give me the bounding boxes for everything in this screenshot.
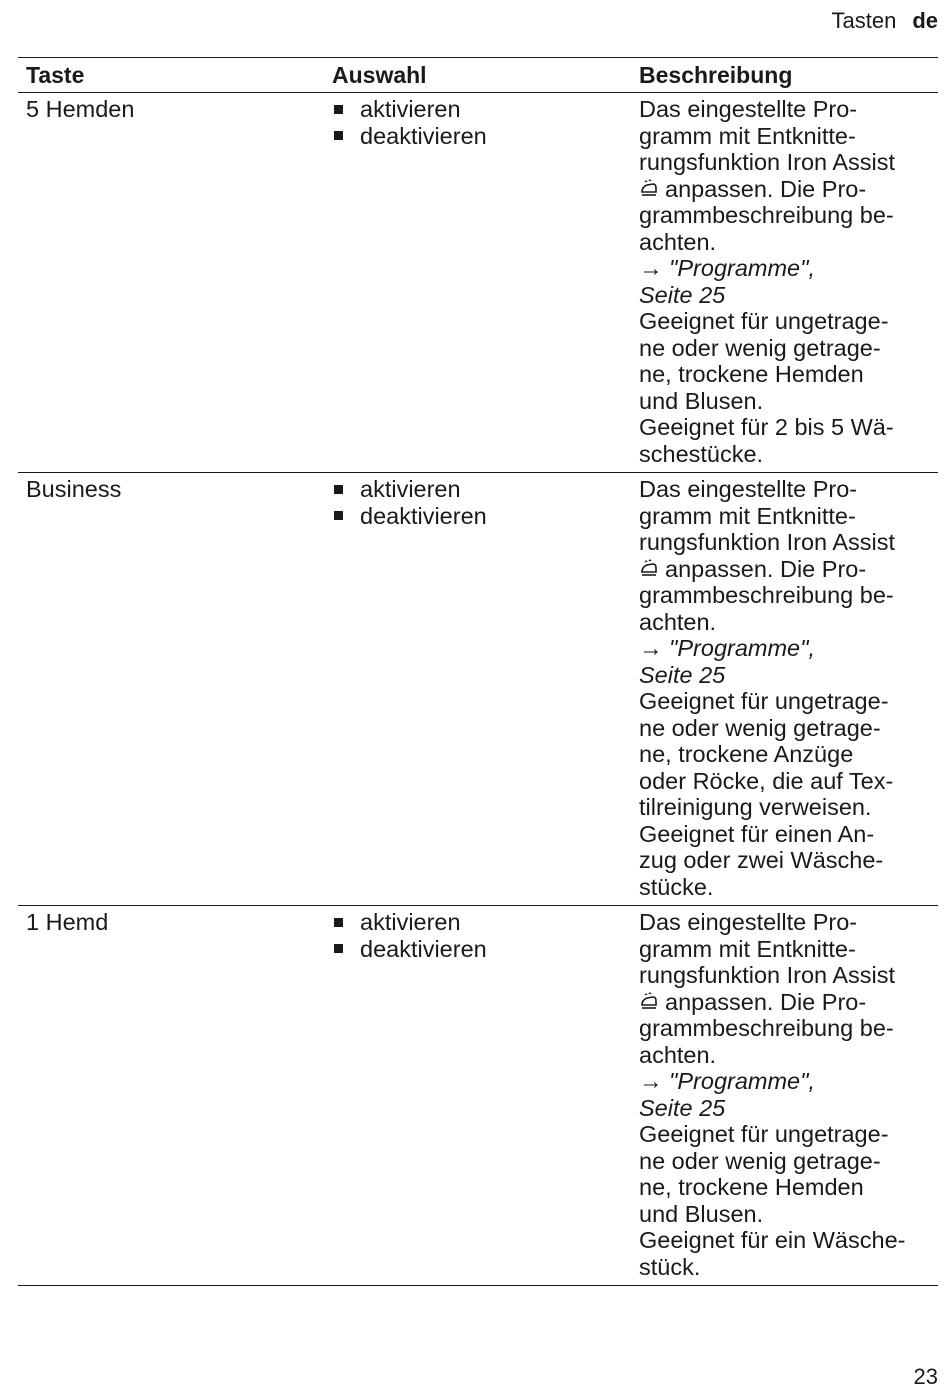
- page-reference-link[interactable]: Seite 25: [639, 281, 726, 308]
- description-line: Geeignet für einen An-: [639, 820, 875, 847]
- description-line: ne oder wenig getrage-: [639, 1147, 881, 1174]
- description-line: ne, trockene Hemden: [639, 361, 864, 387]
- bullet-icon: [334, 918, 343, 927]
- option-item: [332, 936, 632, 963]
- iron-assist-icon: [639, 992, 659, 1012]
- column-header-beschreibung: Beschreibung: [639, 61, 793, 88]
- bullet-icon: [334, 131, 343, 140]
- description-line: rungsfunktion Iron Assist: [639, 962, 896, 988]
- option-item: [332, 96, 632, 123]
- description-line: grammbeschreibung be-: [639, 1015, 894, 1041]
- description-line: Geeignet für 2 bis 5 Wä-: [639, 414, 894, 440]
- description-line: ne oder wenig getrage-: [639, 334, 881, 361]
- description-line: ne, trockene Anzüge: [639, 741, 854, 767]
- description-line: achten.: [639, 608, 717, 635]
- description-line: oder Röcke, die auf Tex-: [639, 767, 894, 794]
- description-line: und Blusen.: [639, 387, 764, 414]
- description-line: gramm mit Entknitte-: [639, 502, 856, 529]
- description-line: rungsfunktion Iron Assist: [639, 149, 896, 175]
- description-cell: [632, 93, 938, 472]
- iron-assist-icon: [639, 179, 659, 199]
- description-line: Das eingestellte Pro-: [639, 96, 858, 122]
- option-item: [332, 123, 632, 150]
- taste-cell: Business: [26, 476, 122, 502]
- description-line: Geeignet für ungetrage-: [639, 1121, 889, 1147]
- table-row: [18, 93, 938, 473]
- column-header-auswahl: Auswahl: [332, 61, 427, 88]
- description-line: gramm mit Entknitte-: [639, 935, 856, 962]
- description-line: anpassen. Die Pro-: [639, 989, 938, 1016]
- description-line: anpassen. Die Pro-: [639, 556, 938, 583]
- option-label: deaktivieren: [360, 122, 487, 149]
- description-line: Geeignet für ungetrage-: [639, 688, 889, 714]
- description-line: Das eingestellte Pro-: [639, 476, 858, 502]
- bullet-icon: [334, 511, 343, 520]
- description-line: achten.: [639, 1041, 717, 1068]
- table-row: [18, 906, 938, 1286]
- section-title: Tasten: [831, 8, 897, 33]
- option-label: deaktivieren: [360, 935, 487, 962]
- page-reference-link[interactable]: → "Programme",: [639, 255, 815, 281]
- description-line: und Blusen.: [639, 1200, 764, 1227]
- language-code: de: [912, 8, 938, 33]
- bullet-icon: [334, 485, 343, 494]
- description-line: achten.: [639, 228, 717, 255]
- description-line: ne oder wenig getrage-: [639, 714, 881, 741]
- option-label: aktivieren: [360, 476, 461, 502]
- taste-cell: 1 Hemd: [26, 909, 109, 935]
- page-reference-link[interactable]: → "Programme",: [639, 635, 815, 661]
- iron-assist-icon: [639, 559, 659, 579]
- auswahl-cell: [325, 93, 632, 154]
- auswahl-cell: [325, 906, 632, 967]
- description-line: grammbeschreibung be-: [639, 202, 894, 228]
- option-item: [332, 503, 632, 530]
- auswahl-cell: [325, 473, 632, 534]
- page-reference-link[interactable]: Seite 25: [639, 1094, 726, 1121]
- description-line: Das eingestellte Pro-: [639, 909, 858, 935]
- table-row: [18, 473, 938, 906]
- description-line: stück.: [639, 1253, 701, 1280]
- page-reference-link[interactable]: → "Programme",: [639, 1068, 815, 1094]
- description-line: anpassen. Die Pro-: [639, 176, 938, 203]
- description-line: ne, trockene Hemden: [639, 1174, 864, 1200]
- description-line: grammbeschreibung be-: [639, 582, 894, 608]
- description-line: tilreinigung verweisen.: [639, 794, 872, 820]
- description-line: Geeignet für ein Wäsche-: [639, 1227, 906, 1253]
- bullet-icon: [334, 944, 343, 953]
- page-number: 23: [913, 1364, 938, 1389]
- page-reference-link[interactable]: Seite 25: [639, 661, 726, 688]
- description-line: gramm mit Entknitte-: [639, 122, 856, 149]
- taste-cell: 5 Hemden: [26, 96, 135, 122]
- option-label: deaktivieren: [360, 502, 487, 529]
- button-table: [18, 57, 938, 1286]
- table-header: [18, 58, 938, 93]
- option-label: aktivieren: [360, 96, 461, 122]
- description-line: schestücke.: [639, 440, 764, 467]
- description-line: Geeignet für ungetrage-: [639, 308, 889, 334]
- column-header-taste: Taste: [26, 61, 85, 88]
- option-item: [332, 476, 632, 503]
- option-item: [332, 909, 632, 936]
- bullet-icon: [334, 105, 343, 114]
- option-label: aktivieren: [360, 909, 461, 935]
- description-line: rungsfunktion Iron Assist: [639, 529, 896, 555]
- description-cell: [632, 906, 938, 1285]
- page-header: [831, 7, 938, 35]
- description-line: stücke.: [639, 873, 714, 900]
- description-line: zug oder zwei Wäsche-: [639, 847, 884, 873]
- description-cell: [632, 473, 938, 905]
